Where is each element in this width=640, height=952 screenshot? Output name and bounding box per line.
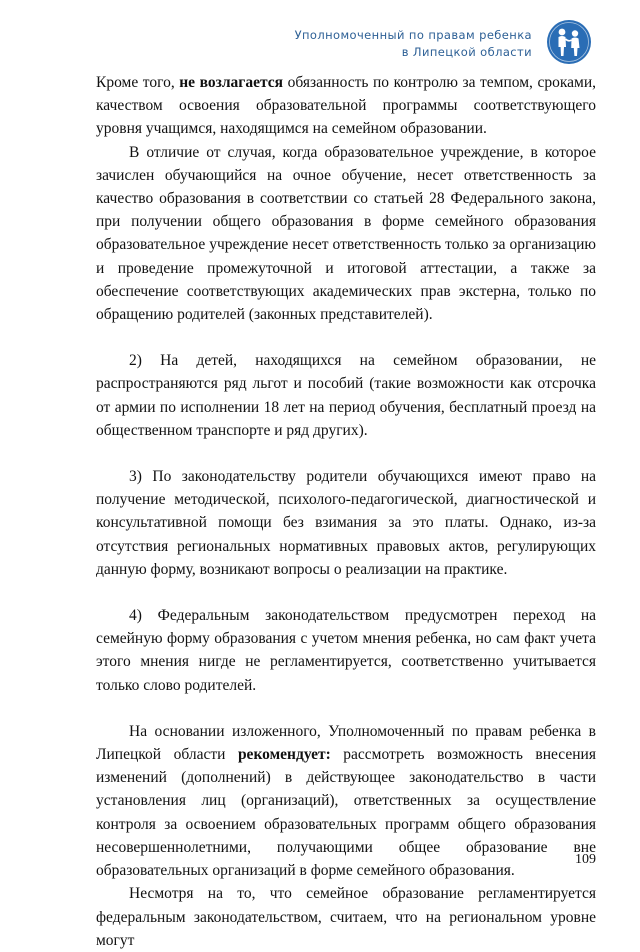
paragraph-4: 3) По законодательству родители обучающихся имеют право на получение методической, психолого-педагогической, диагностической и консультативной помощи без взимания за это платы. Однако, из-за отсутствия региональных нормативных правовых актов, регулирующих данную форму, возникают вопросы о реализации на практике. [96, 468, 596, 578]
header-line-1: Уполномоченный по правам ребенка [294, 28, 532, 42]
emphasis-bold: рекомендует: [237, 746, 331, 764]
paragraph-7: Несмотря на то, что семейное образование регламентируется федеральным законодательством, считаем, что на региональном уровне могут [96, 885, 596, 949]
header-line-2: в Липецкой области [401, 45, 532, 59]
emphasis-bold: не возлагается [179, 74, 284, 91]
page-number: 109 [575, 852, 596, 867]
children-logo-icon [546, 19, 592, 65]
paragraph-6: На основании изложенного, Уполномоченный по правам ребенка в Липецкой области рекомендует: рассмотреть возможность внесения изменений (дополнений) в действующее законодательство в части установления лиц (организаций), ответственных за осуществление контроля за освоением образовательных программ общего образования несовершеннолетними, получающими общее образование вне образовательных организаций в форме семейного образования. [96, 722, 596, 880]
document-body [96, 71, 596, 952]
page-header [295, 27, 532, 61]
paragraph-3: 2) На детей, находящихся на семейном образовании, не распространяются ряд льгот и пособий (такие возможности как отсрочка от армии по исполнении 18 лет на период обучения, бесплатный проезд на общественном транспорте и ряд других). [96, 352, 596, 439]
paragraph-1: Кроме того, не возлагается обязанность по контролю за темпом, сроками, качеством освоения образовательной программы соответствующего уровня учащимся, находящимся на семейном образовании. [96, 74, 596, 138]
paragraph-2: В отличие от случая, когда образовательное учреждение, в которое зачислен обучающийся на очное обучение, несет ответственность за качество образования в соответствии со статьей 28 Федерального закона, при получении общего образования в форме семейного образования образовательное учреждение несет ответственность только за организацию и проведение промежуточной и итоговой аттестации, а также за обеспечение соответствующих академических прав экстерна, только по обращению родителей (законных представителей). [96, 143, 596, 324]
paragraph-5: 4) Федеральным законодательством предусмотрен переход на семейную форму образования с учетом мнения ребенка, но сам факт учета этого мнения нигде не регламентируется, соответственно учитывается только слово родителей. [96, 607, 596, 694]
